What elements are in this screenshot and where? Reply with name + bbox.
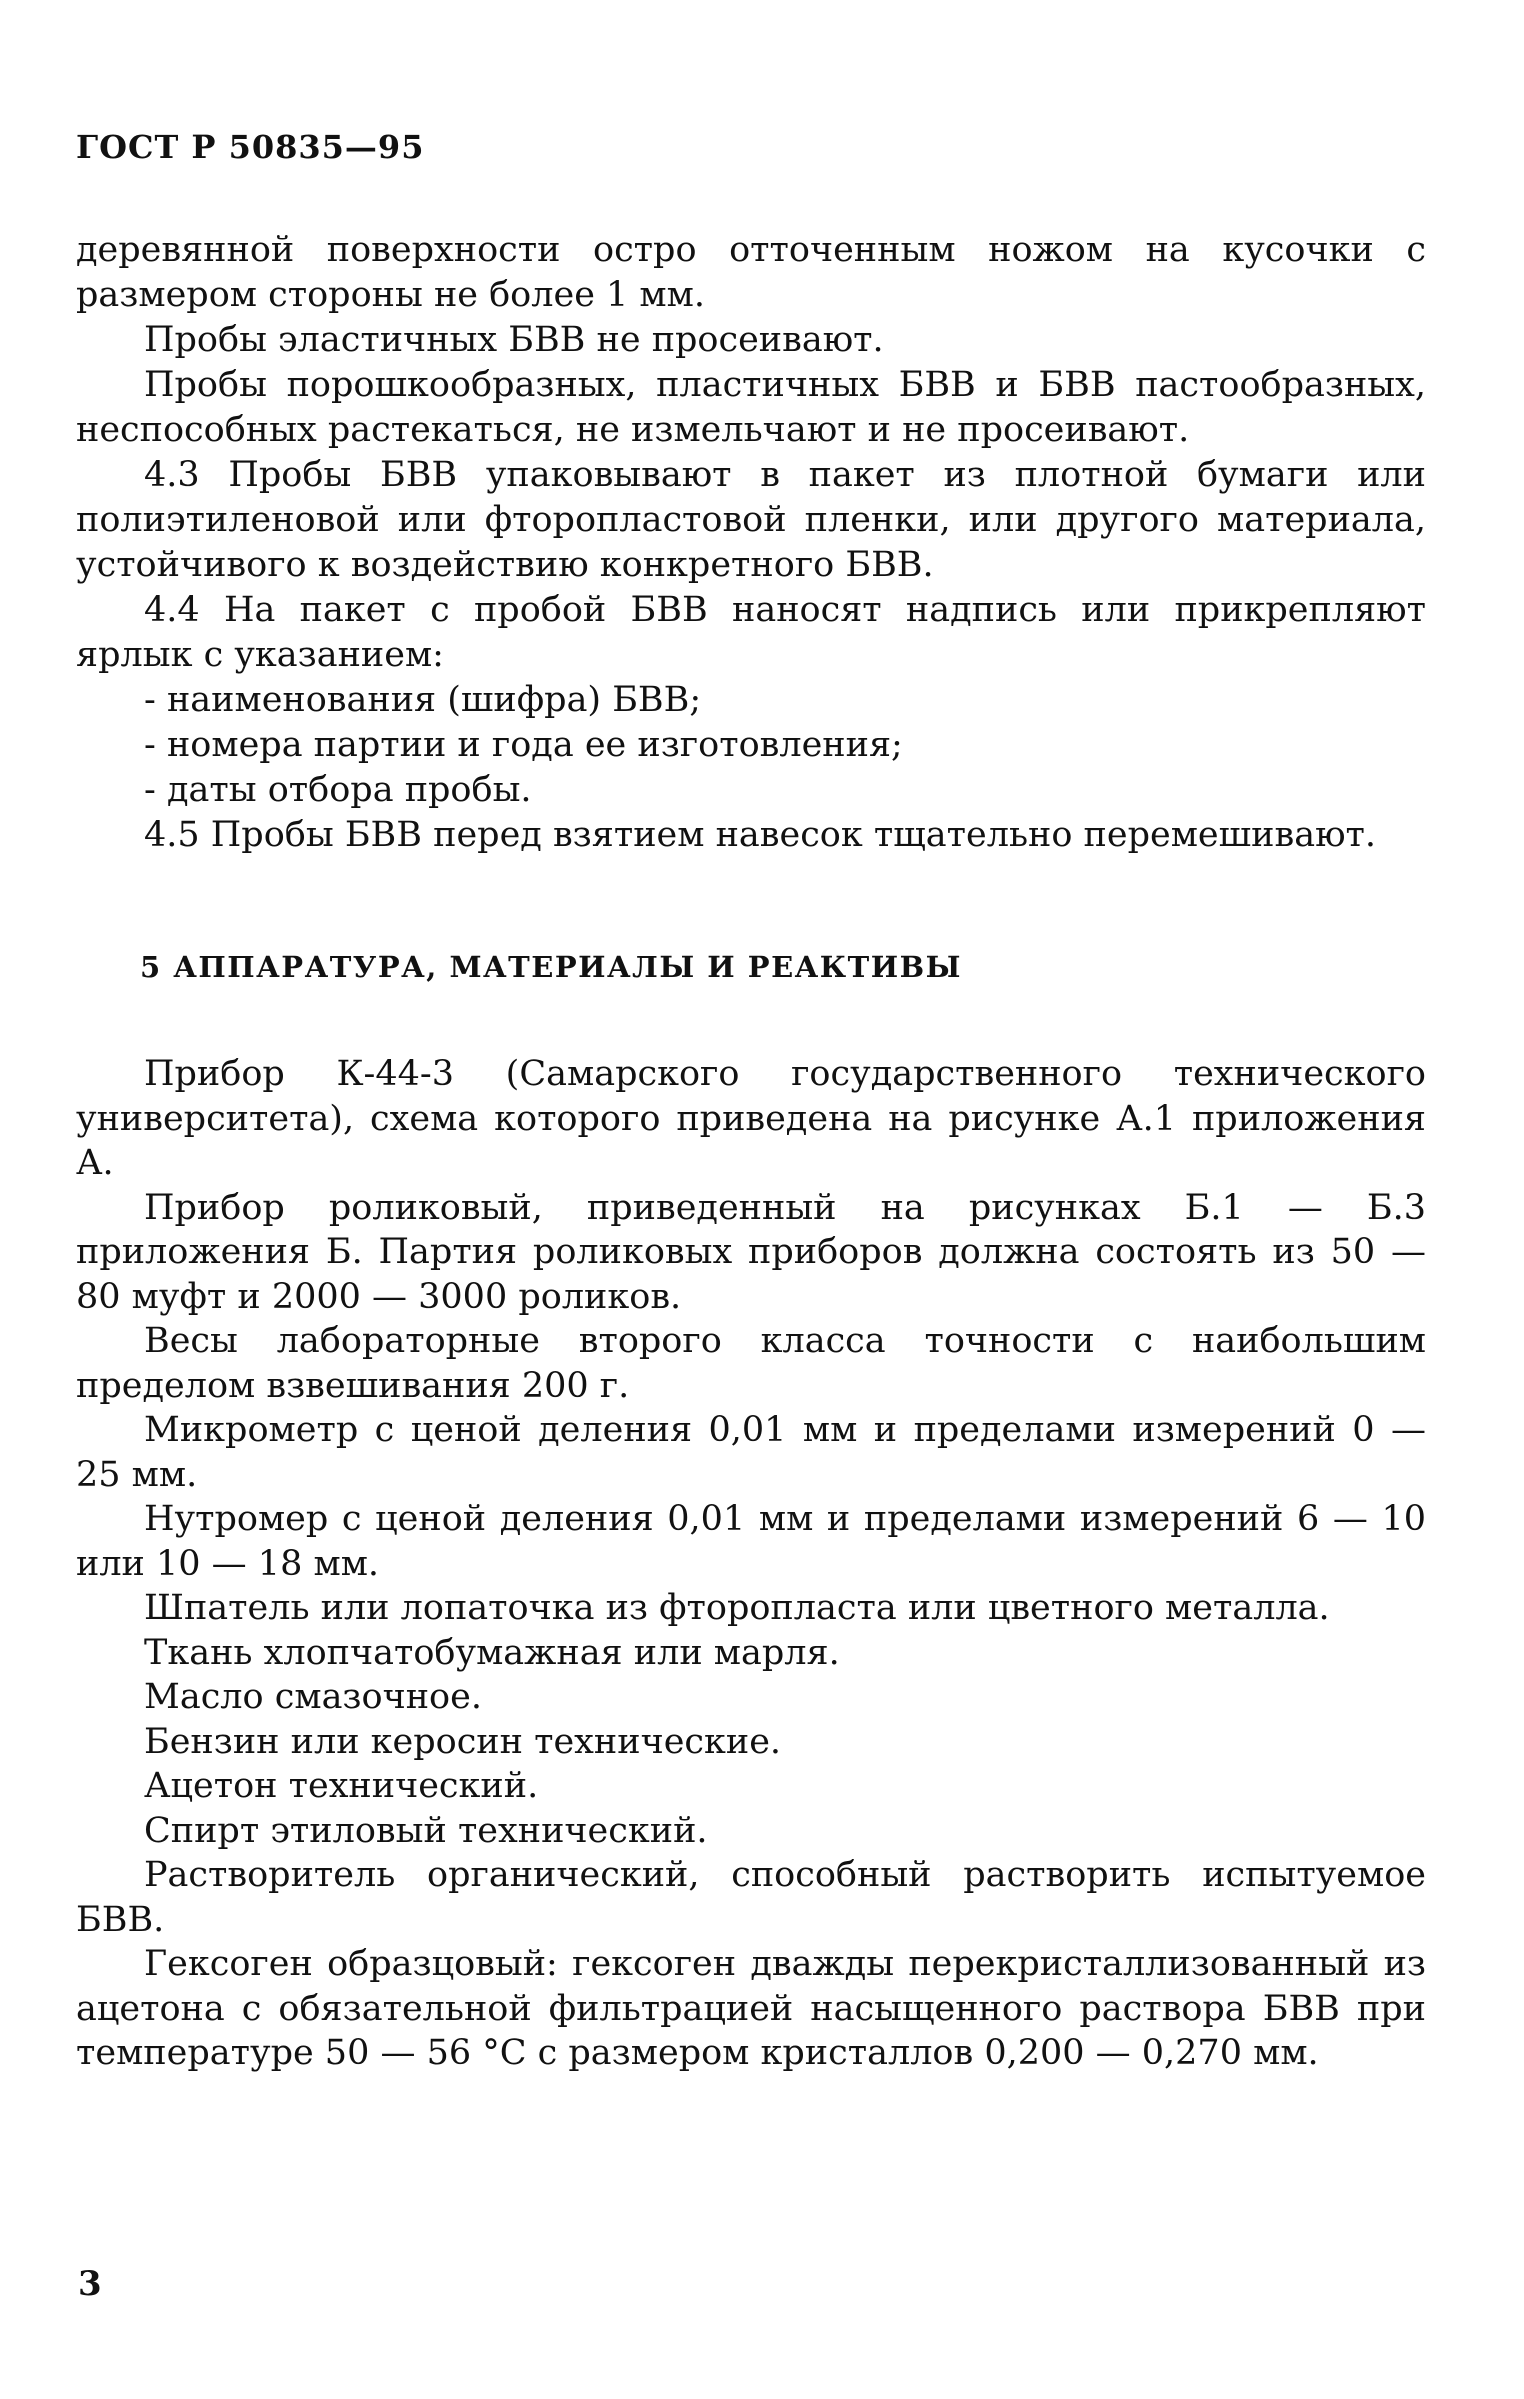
paragraph: 4.4 На пакет с пробой БВВ наносят надпись или прикрепляют ярлык с указанием: — [76, 590, 1426, 675]
paragraph: 4.5 Пробы БВВ перед взятием навесок тщательно перемешивают. — [144, 815, 1377, 855]
paragraph: Растворитель органический, способный растворить испытуемое БВВ. — [76, 1855, 1426, 1940]
section-4-continuation — [76, 228, 1426, 858]
section-5-title: 5 АППАРАТУРА, МАТЕРИАЛЫ И РЕАКТИВЫ — [140, 950, 963, 984]
list-item: - наименования (шифра) БВВ; — [144, 680, 702, 720]
paragraph: Пробы порошкообразных, пластичных БВВ и БВВ пастообразных, неспособных растекаться, не измельчают и не просеивают. — [76, 365, 1426, 450]
paragraph: Весы лабораторные второго класса точности с наибольшим пределом взвешивания 200 г. — [76, 1321, 1426, 1406]
section-5-body — [76, 1052, 1426, 2076]
paragraph: Гексоген образцовый: гексоген дважды перекристаллизованный из ацетона с обязательной фильтрацией насыщенного раствора БВВ при температуре 50 — 56 °С с размером кристаллов 0,200 — 0,270 мм. — [76, 1944, 1426, 2073]
paragraph: Нутромер с ценой деления 0,01 мм и пределами измерений 6 — 10 или 10 — 18 мм. — [76, 1499, 1426, 1584]
paragraph: Прибор роликовый, приведенный на рисунках Б.1 — Б.3 приложения Б. Партия роликовых приборов должна состоять из 50 — 80 муфт и 2000 — 3000 роликов. — [76, 1187, 1426, 1317]
list-item: - даты отбора пробы. — [144, 770, 532, 810]
list-item: - номера партии и года ее изготовления; — [144, 725, 903, 765]
paragraph: Микрометр с ценой деления 0,01 мм и пределами измерений 0 — 25 мм. — [76, 1410, 1426, 1495]
paragraph: Масло смазочное. — [144, 1677, 482, 1717]
paragraph: Спирт этиловый технический. — [144, 1810, 708, 1851]
paragraph: Ткань хлопчатобумажная или марля. — [144, 1632, 840, 1673]
paragraph: 4.3 Пробы БВВ упаковывают в пакет из плотной бумаги или полиэтиленовой или фторопластовой пленки, или другого материала, устойчивого к воздействию конкретного БВВ. — [76, 455, 1426, 585]
page-number: 3 — [78, 2264, 102, 2304]
paragraph: Шпатель или лопаточка из фторопласта или цветного металла. — [144, 1588, 1330, 1628]
paragraph: Прибор К-44-3 (Самарского государственного технического университета), схема которого приведена на рисунке А.1 приложения А. — [76, 1054, 1426, 1183]
paragraph: Пробы эластичных БВВ не просеивают. — [144, 320, 884, 360]
paragraph: деревянной поверхности остро отточенным ножом на кусочки с размером стороны не более 1 мм. — [76, 230, 1426, 315]
paragraph: Ацетон технический. — [144, 1766, 539, 1806]
paragraph: Бензин или керосин технические. — [144, 1721, 782, 1762]
document-header: ГОСТ Р 50835—95 — [76, 128, 425, 166]
